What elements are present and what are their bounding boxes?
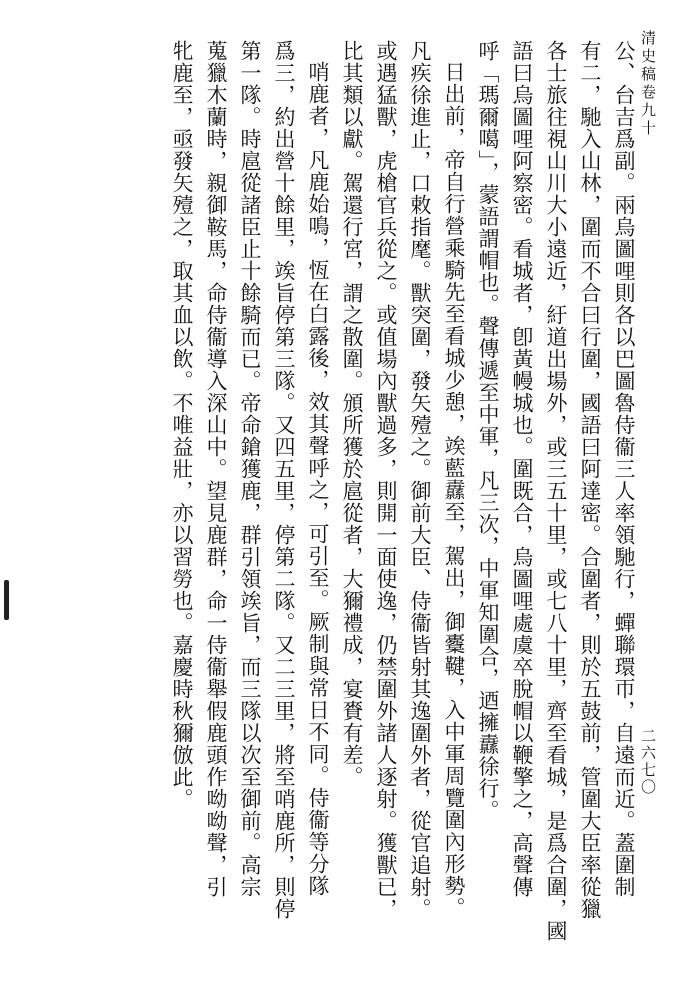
text-line: 公、台吉爲副。兩烏圖哩則各以巴圖魯侍衞三人率領馳行，蟬聯環帀，自遠而近。蓋圍制 bbox=[612, 40, 636, 898]
text-line: 蒐獵木蘭時，親御鞍馬，命侍衞導入深山中。望見鹿群，命一侍衞舉假鹿頭作呦呦聲，引 bbox=[204, 40, 228, 898]
text-line: 各士旅往視山川大小遠近，紆道出場外，或三五十里，或七八十里，齊至看城，是爲合圍，國 bbox=[544, 40, 568, 942]
text-line: 呼「瑪爾噶」，蒙語謂帽也。聲傳遞至中軍，凡三次，中軍知圍合，迺擁纛徐行。 bbox=[476, 40, 500, 822]
text-line: 第一隊。時扈從諸臣止十餘騎而已。帝命鎗獲鹿，群引領竢旨，而三隊以次至御前。高宗 bbox=[238, 40, 262, 898]
page-number: 二六七〇 bbox=[639, 728, 657, 796]
text-line: 哨鹿者，凡鹿始鳴，恆在白露後，效其聲呼之，可引至。厥制與常日不同。侍衞等分隊 bbox=[306, 61, 330, 897]
running-title: 清史稿卷九十 bbox=[639, 30, 657, 138]
binding-mark bbox=[4, 580, 9, 620]
text-line: 語曰烏圖哩阿察密。看城者，卽黃幔城也。圍既合，烏圖哩處虞卒脫帽以鞭擎之，高聲傳 bbox=[510, 40, 534, 898]
text-line: 或遇猛獸，虎槍官兵從之。或值場內獸過多，則開一面使逸，仍禁圍外諸人逐射。獲獸已， bbox=[374, 40, 398, 920]
body-text bbox=[81, 40, 641, 970]
text-line: 爲三，約出營十餘里，竢旨停第三隊。又四五里，停第二隊。又二三里，將至哨鹿所，則停 bbox=[272, 40, 296, 920]
text-line: 牝鹿至，亟發矢殪之，取其血以飲。不唯益壯，亦以習勞也。嘉慶時秋獮倣此。 bbox=[170, 40, 194, 810]
text-line: 有二，馳入山林，圍而不合曰行圍，國語曰阿達密。合圍者，則於五鼓前，管圍大臣率從獵 bbox=[578, 40, 602, 920]
text-line: 日出前，帝自行營乘騎先至看城少憩，竢藍纛至，駕出，御櫜鞬，入中軍周覽圍內形勢。 bbox=[442, 61, 466, 919]
text-line: 凡疾徐進止，口敕指麾。獸突圍，發矢殪之。御前大臣、侍衞皆射其逸圍外者，從官追射。 bbox=[408, 40, 432, 920]
text-line: 比其類以獻。駕還行宮，謂之散圍。頒所獲於扈從者，大獮禮成，宴賚有差。 bbox=[340, 40, 364, 788]
